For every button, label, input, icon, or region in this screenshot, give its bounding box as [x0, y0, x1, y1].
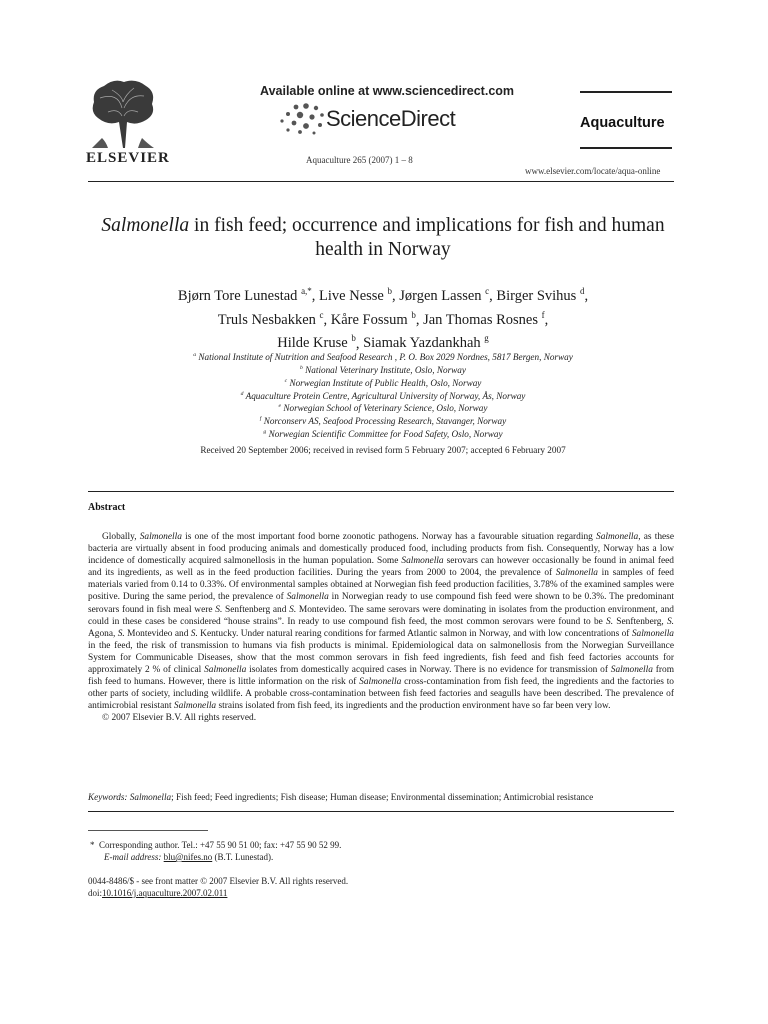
affiliation-marker: g [263, 429, 267, 436]
abstract-text-run: Kentucky. Under natural rearing conditions for farmed Atlantic salmon in Norway, and with low concentrations of [197, 628, 632, 639]
affiliation-text: Norwegian Institute of Public Health, Oslo, Norway [287, 377, 482, 388]
author-affiliation-marker: c [319, 309, 324, 320]
affiliation-text: Norwegian Scientific Committee for Food Safety, Oslo, Norway [266, 429, 503, 440]
doi-label: doi: [88, 888, 103, 898]
author-separator: , [544, 311, 549, 328]
author-affiliation-marker: f [541, 309, 545, 320]
received-dates: Received 20 September 2006; received in revised form 5 February 2007; accepted 6 February 2007 [200, 445, 566, 455]
author-affiliation-marker: a,* [301, 286, 312, 296]
author-name: Siamak Yazdankhah $^g$ [363, 333, 489, 352]
affiliation-item [88, 350, 678, 363]
abstract-italic-term: Salmonella [555, 568, 598, 579]
author-name: Hilde Kruse $^b$ [277, 333, 356, 352]
author-separator: , [392, 287, 400, 304]
affiliation-item [88, 389, 678, 402]
affiliation-list [88, 350, 678, 440]
abstract-italic-term: Salmonella [610, 665, 653, 676]
keywords-rest: ; Fish feed; Feed ingredients; Fish disease; Human disease; Environmental dissemination; Antimicrobial resistance [171, 792, 594, 802]
affiliation-item [88, 414, 678, 427]
keywords-divider [88, 811, 674, 812]
author-name: Truls Nesbakken $^c$ [217, 309, 324, 328]
corresponding-author-footnote [90, 839, 341, 863]
abstract-text-run: is one of the most important food borne zoonotic pathogens. Norway has a favourable situation regarding [181, 532, 597, 542]
abstract-italic-term: Salmonella [173, 701, 217, 712]
available-online-text[interactable]: Available online at www.sciencedirect.com [260, 84, 515, 98]
abstract-text-run: Montevideo. The same serovars were dominating in isolates from the production environment, and could in these cases be considered “house strains”. In ready to use compound fish feed, the most common serovars were found to be [88, 604, 674, 627]
title-italic: Salmonella [101, 215, 190, 236]
author-name: Jan Thomas Rosnes $^f$ [423, 309, 545, 328]
front-matter-line: 0044-8486/$ - see front matter © 2007 Elsevier B.V. All rights reserved. [88, 876, 349, 886]
author-affiliation-marker: b [351, 333, 356, 344]
abstract-heading: Abstract [88, 502, 126, 513]
email-label: E-mail address: [104, 852, 162, 862]
author-name: Live Nesse $^b$ [319, 286, 392, 304]
abstract-paragraph [88, 531, 674, 712]
keywords-line [88, 792, 674, 802]
affiliation-marker: b [300, 364, 303, 371]
abstract-italic-term: S. [289, 604, 297, 615]
author-list [88, 282, 678, 353]
author-affiliation-marker: b [387, 286, 392, 296]
affiliation-text: National Veterinary Institute, Oslo, Norway [302, 364, 466, 375]
header-divider [88, 181, 674, 182]
article-title [88, 214, 678, 262]
keywords-label: Keywords: [88, 792, 128, 802]
title-rest: in fish feed; occurrence and implications for fish and human health in Norway [189, 215, 665, 260]
abstract-copyright: © 2007 Elsevier B.V. All rights reserved. [102, 713, 257, 724]
footnote-divider [88, 830, 208, 831]
abstract-italic-term: Salmonella [596, 532, 639, 542]
abstract-text-run: in samples of feed materials varied from 0.14 to 0.33%. Of environmental samples obtained at Norwegian fish feed production facilities, 3.78% of the examined samples were positive. During the same period, the prevalence of [88, 568, 674, 603]
abstract-italic-term: S. [117, 628, 125, 639]
journal-rule-bottom [580, 147, 672, 149]
abstract-text-run: in Norwegian ready to use compound fish feed were shown to be 0.3%. The predominant serovars found in fish meal were [88, 592, 674, 615]
footnote-marker: * [90, 840, 95, 850]
author-separator: , [355, 335, 364, 352]
abstract-text-run: in the feed, the risk of transmission to humans via fish products is minimal. Epidemiological data on salmonellosis from the Norwegian Surveillance System for Communicable Diseases, show that the most common serovars in fish feed ingredients, fish feed and fish feed factories accounts for approximately 2 % of clinical [88, 640, 674, 676]
email-link[interactable]: blu@nifes.no [163, 852, 213, 862]
journal-citation: Aquaculture 265 (2007) 1 – 8 [306, 155, 413, 165]
keyword-salmonella: Salmonella [129, 792, 172, 802]
affiliation-text: Norconserv AS, Seafood Processing Research, Stavanger, Norway [261, 416, 507, 427]
author-affiliation-marker: b [411, 309, 416, 320]
abstract-italic-term: S. [190, 628, 198, 639]
author-separator: , [311, 287, 320, 304]
author-name: Jørgen Lassen $^c$ [399, 286, 490, 304]
affiliation-marker: f [259, 416, 262, 423]
abstract-italic-term: S. [666, 616, 674, 627]
corresponding-text: Corresponding author. Tel.: +47 55 90 51 00; fax: +47 55 90 52 99. [99, 840, 342, 850]
author-separator: , [584, 287, 589, 304]
elsevier-tree-logo [88, 78, 158, 150]
abstract-italic-term: Salmonella [204, 665, 247, 676]
affiliation-text: National Institute of Nutrition and Seafood Research , P. O. Box 2029 Nordnes, 5817 Bergen, Norway [196, 352, 573, 363]
elsevier-wordmark: ELSEVIER [86, 150, 170, 166]
author-separator: , [415, 311, 424, 328]
author-affiliation-marker: c [485, 286, 490, 296]
abstract-text-run: serovars can however occasionally be found in animal feed and its ingredients, as well as in the feed production facilities. During the years from 2000 to 2004, the prevalence of [88, 556, 674, 579]
author-affiliation-marker: d [579, 286, 585, 296]
abstract-italic-term: S. [215, 604, 223, 615]
journal-url-link[interactable]: www.elsevier.com/locate/aqua-online [525, 166, 661, 176]
author-name: Kåre Fossum $^b$ [330, 309, 416, 328]
abstract-italic-term: Salmonella [401, 556, 444, 567]
author-separator: , [323, 311, 331, 328]
journal-name: Aquaculture [580, 115, 665, 131]
abstract-italic-term: Salmonella [139, 532, 182, 542]
affiliation-marker: d [240, 390, 244, 397]
affiliation-marker: c [284, 377, 288, 384]
affiliation-marker: a [193, 352, 197, 358]
affiliation-text: Aquaculture Protein Centre, Agricultural University of Norway, Ås, Norway [243, 390, 526, 401]
abstract-text-run: Senftenberg, [613, 616, 667, 627]
affiliation-text: Norwegian School of Veterinary Science, Oslo, Norway [281, 403, 488, 414]
journal-rule-top [580, 91, 672, 93]
abstract-text-run: isolates from domestically acquired cases in Norway. There is no evidence for transmission of [246, 665, 611, 676]
affiliation-item [88, 376, 678, 389]
author-separator: , [489, 287, 497, 304]
abstract-body [88, 531, 674, 725]
abstract-italic-term: Salmonella [286, 592, 329, 603]
abstract-italic-term: Salmonella [631, 628, 674, 639]
abstract-text-run: strains isolated from fish feed, its ingredients and the production environment have so far been very low. [216, 701, 611, 712]
author-affiliation-marker: g [484, 333, 489, 344]
abstract-text-run: , as these bacteria are virtually absent in food producing animals and domestically produced food, including products from fish. Consequently, Norway has a low incidence of domestically acquired salmonellosis in the human population. Some [88, 532, 674, 567]
affiliation-item [88, 427, 678, 440]
sciencedirect-wordmark: ScienceDirect [326, 106, 456, 131]
abstract-text-run: Agona, [88, 628, 118, 639]
affiliation-marker: e [278, 403, 282, 410]
front-matter [88, 875, 348, 899]
doi-link[interactable]: 10.1016/j.aquaculture.2007.02.011 [102, 888, 228, 898]
email-after: (B.T. Lunestad). [212, 852, 274, 862]
abstract-divider [88, 491, 674, 492]
abstract-text-run: Globally, [102, 532, 140, 542]
author-name: Birger Svihus $^d$ [496, 286, 585, 304]
abstract-italic-term: Salmonella [359, 677, 402, 688]
abstract-text-run: Senftenberg and [222, 604, 290, 615]
abstract-italic-term: S. [606, 616, 614, 627]
author-name: Bjørn Tore Lunestad $^{a,*}$ [177, 286, 312, 304]
affiliation-item [88, 363, 678, 376]
abstract-text-run: Montevideo and [124, 628, 191, 639]
affiliation-item [88, 401, 678, 414]
abstract-text-run: cross-contamination from fish feed, the ingredients and the factories to other parts of society, including wildlife. A probable cross-contamination between fish feed factories and seagulls have been described. The prevalence of antimicrobial resistant [88, 677, 674, 712]
abstract-text-run: from fish feed to humans. However, there is little information on the risk of [88, 665, 674, 688]
